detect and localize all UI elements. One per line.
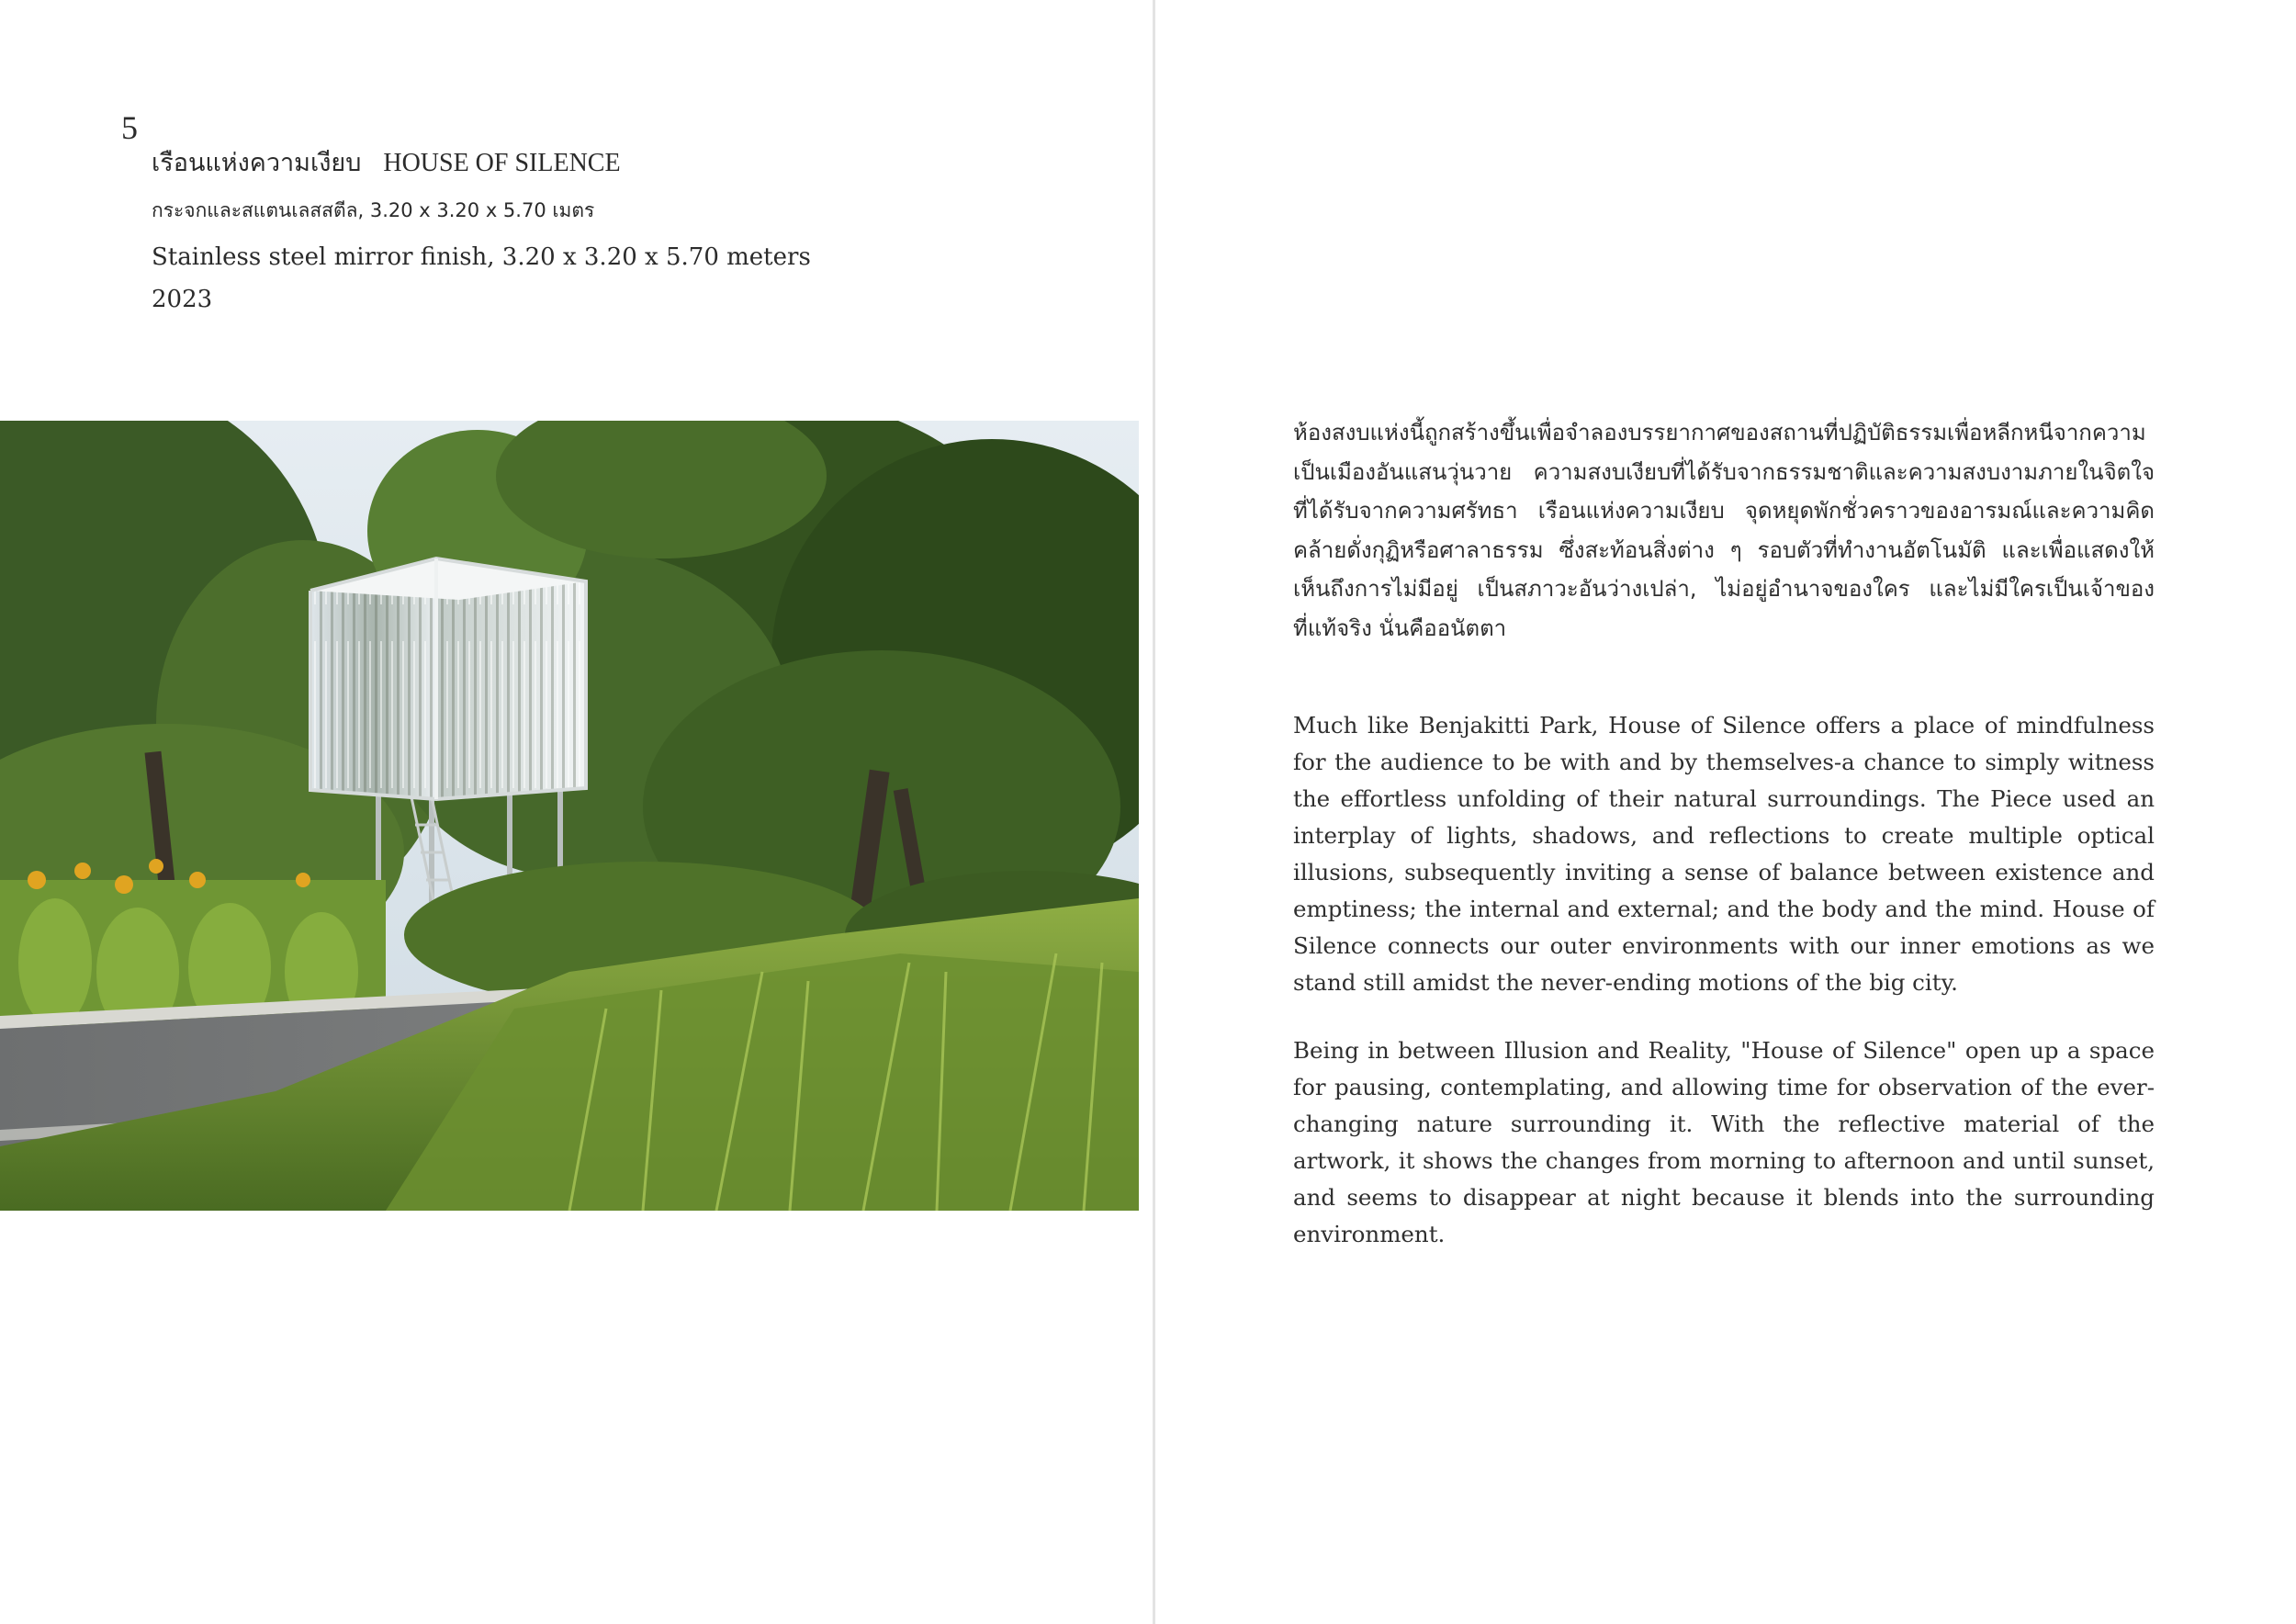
description-thai: ห้องสงบแห่งนี้ถูกสร้างขึ้นเพื่อจำลองบรรยากาศของสถานที่ปฏิบัติธรรมเพื่อหลีกหนีจากความเป็นเมืองอันแสนวุ่นวาย ความสงบเงียบที่ได้รับจากธรรมชาติและความสงบงามภายในจิตใจที่ได้รับจากความศรัทธา เรือนแห่งความเงียบ จุดหยุดพักชั่วคราวของอารมณ์และความคิดคล้ายดั่งกุฏิหรือศาลาธรรม ซึ่งสะท้อนสิ่งต่าง ๆ รอบตัวที่ทำงานอัตโนมัติ และเพื่อแสดงให้เห็นถึงการไม่มีอยู่ เป็นสภาวะอันว่างเปล่า, ไม่อยู่อำนาจของใคร และไม่มีใครเป็นเจ้าของที่แท้จริง นั่นคืออนัตตา [1293, 420, 2155, 641]
description-english-paragraph-1: Much like Benjakitti Park, House of Silence offers a place of mindfulness for the audience to be with and by themselves-a chance to simply witness the effortless unfolding of their natural surroundings. The Piece used an interplay of lights, shadows, and reflections to create multiple optical illusions, subsequently inviting a sense of balance between existence and emptiness; the internal and external; and the body and the mind. House of Silence connects our outer environments with our inner emotions as we stand still amidst the never-ending motions of the big city. [1293, 712, 2155, 996]
artwork-photo [0, 421, 1139, 1211]
artwork-title [152, 145, 886, 182]
artwork-medium-english: Stainless steel mirror finish, 3.20 x 3.20 x 5.70 meters [152, 243, 811, 271]
artwork-medium-thai: กระจกและสแตนเลสสตีล, 3.20 x 3.20 x 5.70 เมตร [152, 199, 595, 221]
artwork-title-thai: เรือนแห่งความเงียบ [152, 149, 362, 177]
artwork-year: 2023 [152, 286, 213, 313]
plate-number: 5 [121, 109, 138, 146]
description-english-paragraph-2: Being in between Illusion and Reality, "House of Silence" open up a space for pausing, contemplating, and allowing time for observation of the ever-changing nature surrounding it. With the reflective material of the artwork, it shows the changes from morning to afternoon and until sunset, and seems to disappear at night because it blends into the surrounding environment. [1293, 1037, 2155, 1247]
right-page [1155, 0, 2296, 1624]
artwork-caption [152, 145, 886, 318]
artwork-title-english: HOUSE OF SILENCE [383, 149, 621, 177]
